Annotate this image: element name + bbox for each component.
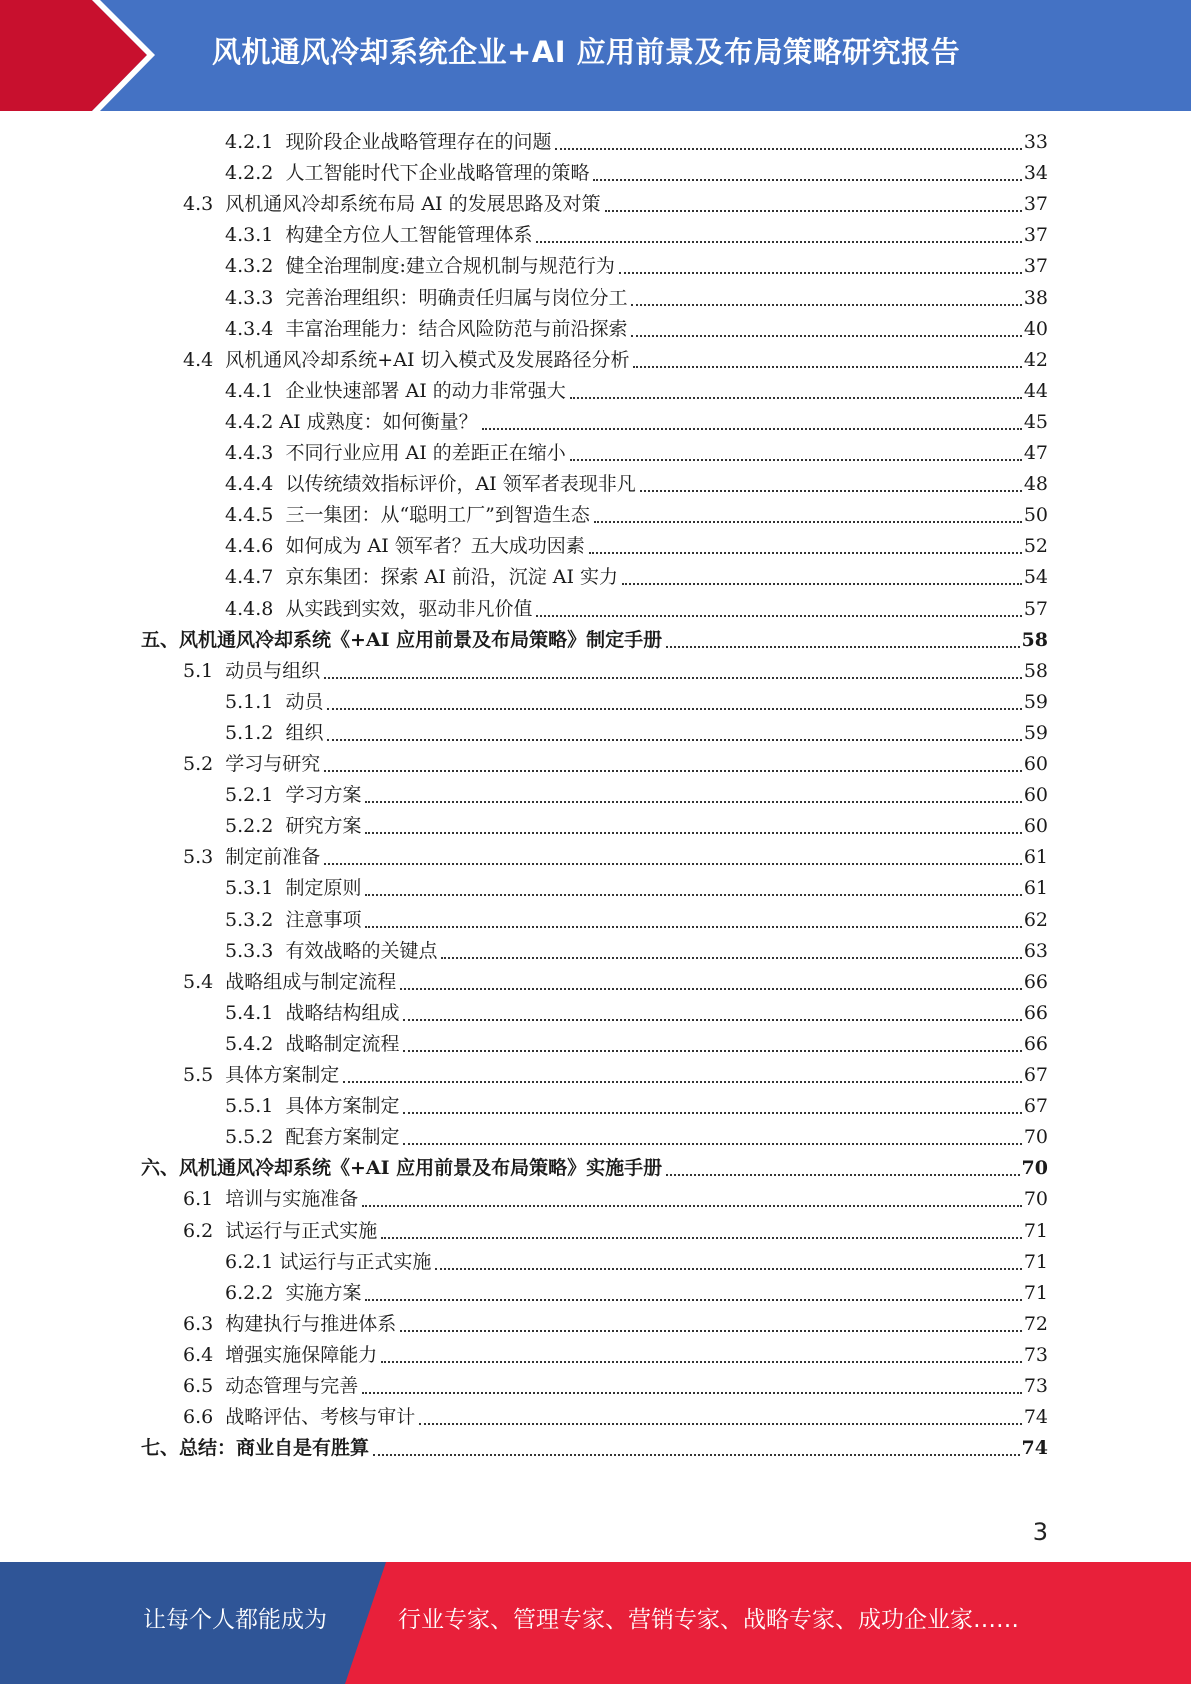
toc-dot-leader [619,272,1022,274]
toc-dot-leader [605,210,1022,212]
toc-entry[interactable] [225,439,1048,467]
toc-entry-page: 70 [1023,1126,1048,1149]
toc-entry[interactable] [141,626,1048,654]
toc-entry-title: 完善治理组织：明确责任归属与岗位分工 [285,286,628,309]
toc-entry-page: 74 [1021,1437,1048,1460]
toc-entry-page: 59 [1023,690,1048,713]
toc-entry-title: 具体方案制定 [285,1095,400,1118]
toc-entry[interactable] [225,1248,1048,1276]
toc-entry-page: 37 [1023,255,1048,278]
toc-entry-page: 74 [1023,1406,1048,1429]
toc-dot-leader [327,739,1021,741]
toc-entry[interactable] [183,968,1048,996]
toc-entry-title: 战略制定流程 [285,1032,400,1055]
toc-entry-number: 5.3.3 [225,939,286,962]
toc-dot-leader [570,459,1022,461]
toc-dot-leader [589,552,1022,554]
toc-dot-leader [482,428,1022,430]
toc-entry-title: 人工智能时代下企业战略管理的策略 [285,162,590,185]
toc-entry-page: 63 [1023,939,1048,962]
toc-entry-page: 34 [1023,162,1048,185]
toc-dot-leader [381,1361,1022,1363]
toc-entry-page: 71 [1023,1219,1048,1242]
toc-entry-number: 5.5.1 [225,1095,286,1118]
toc-entry-page: 67 [1023,1095,1048,1118]
toc-entry[interactable] [225,532,1048,560]
toc-entry-page: 57 [1023,597,1048,620]
page-number: 3 [1032,1518,1048,1546]
toc-entry-title: 丰富治理能力：结合风险防范与前沿探索 [285,317,628,340]
toc-entry-title: 培训与实施准备 [225,1188,359,1211]
toc-entry[interactable] [183,1310,1048,1338]
report-title: 风机通风冷却系统企业+AI 应用前景及布局策略研究报告 [212,35,961,69]
toc-dot-leader [570,397,1022,399]
toc-entry-title: 风机通风冷却系统+AI 切入模式及发展路径分析 [225,348,630,371]
toc-entry-number: 6.2 [183,1219,226,1242]
toc-entry-title: 注意事项 [285,908,362,931]
toc-entry-title: 风机通风冷却系统布局 AI 的发展思路及对策 [225,193,601,216]
toc-dot-leader [593,179,1021,181]
toc-entry-title: 制定前准备 [225,846,321,869]
toc-entry-title: 具体方案制定 [225,1064,340,1086]
toc-entry-title: 配套方案制定 [285,1126,400,1149]
toc-entry-title: 构建执行与推进体系 [225,1312,397,1335]
toc-entry[interactable] [183,843,1048,871]
toc-entry-page: 33 [1023,131,1048,153]
toc-entry-number: 4.4.3 [225,442,286,464]
toc-entry-title: 动员与组织 [225,659,321,682]
toc-entry-number: 5.3 [183,846,226,869]
toc-entry-title: 健全治理制度:建立合规机制与规范行为 [285,255,615,278]
toc-entry[interactable] [141,1434,1048,1462]
toc-entry[interactable] [225,595,1048,623]
toc-entry-page: 58 [1023,659,1048,682]
toc-entry-number: 4.2.2 [225,162,286,185]
toc-entry-number: 4.4.4 [225,473,286,496]
toc-entry-number: 5.4 [183,970,226,993]
toc-entry-number: 4.4.7 [225,566,286,589]
toc-entry-page: 62 [1023,908,1048,931]
toc-entry-number: 6.1 [183,1188,226,1211]
toc-dot-leader [400,1330,1022,1332]
toc-entry-page: 72 [1023,1312,1048,1335]
toc-entry-title: 增强实施保障能力 [225,1343,378,1366]
toc-dot-leader [419,1423,1022,1425]
toc-entry-title: 不同行业应用 AI 的差距正在缩小 [285,442,566,464]
toc-entry-number: 4.4.6 [225,535,286,558]
toc-entry[interactable] [225,501,1048,529]
toc-entry-number: 4.4.5 [225,504,286,527]
toc-entry-number: 4.4.1 [225,379,286,402]
toc-entry-page: 37 [1023,193,1048,216]
toc-entry-title: 战略组成与制定流程 [225,970,397,993]
toc-entry[interactable] [225,999,1048,1027]
toc-entry-title: 组织 [285,721,324,744]
toc-dot-leader [343,1081,1022,1083]
toc-entry[interactable] [225,1279,1048,1307]
toc-entry[interactable] [225,937,1048,965]
toc-dot-leader [403,1112,1021,1114]
toc-entry-number: 6.4 [183,1343,226,1366]
toc-entry-number: 5.1.1 [225,690,286,713]
toc-entry[interactable] [225,315,1048,343]
toc-dot-leader [594,521,1022,523]
toc-entry-number: 4.3.3 [225,286,286,309]
toc-entry-page: 66 [1023,1032,1048,1055]
toc-entry[interactable] [183,1217,1048,1245]
toc-entry-number: 4.2.1 [225,131,286,153]
toc-entry[interactable] [225,874,1048,902]
toc-entry-page: 60 [1023,753,1048,775]
toc-dot-leader [631,335,1021,337]
toc-dot-leader [640,490,1022,492]
toc-entry-number: 4.3.1 [225,224,286,247]
toc-entry-title: AI 成熟度：如何衡量？ [279,410,478,433]
toc-dot-leader [324,863,1022,865]
toc-entry-page: 50 [1023,504,1048,527]
toc-entry-title: 制定原则 [285,877,362,900]
footer-slogan-right: 行业专家、管理专家、营销专家、战略专家、成功企业家…… [398,1607,1019,1633]
toc-entry-title: 试运行与正式实施 [279,1250,432,1273]
toc-entry-page: 70 [1021,1157,1048,1180]
toc-entry[interactable] [183,1185,1048,1213]
toc-entry[interactable] [183,1372,1048,1400]
toc-entry[interactable] [183,1403,1048,1431]
toc-dot-leader [555,148,1021,150]
toc-entry-number: 六、 [141,1157,180,1180]
toc-entry[interactable] [183,190,1048,218]
toc-entry-number: 4.4.8 [225,597,286,620]
toc-entry[interactable] [225,781,1048,809]
toc-entry[interactable] [225,252,1048,280]
toc-entry-page: 52 [1023,535,1048,558]
toc-entry-title: 企业快速部署 AI 的动力非常强大 [285,379,566,402]
toc-entry[interactable] [225,688,1048,716]
toc-entry-page: 71 [1023,1250,1048,1273]
toc-entry-page: 54 [1023,566,1048,589]
toc-entry[interactable] [225,470,1048,498]
toc-entry[interactable] [225,906,1048,934]
toc-entry-number: 5.4.2 [225,1032,286,1055]
toc-entry-number: 6.5 [183,1375,226,1397]
toc-entry[interactable] [183,750,1048,778]
toc-dot-leader [365,894,1021,896]
toc-entry-number: 6.3 [183,1312,226,1335]
toc-entry[interactable] [183,346,1048,374]
toc-entry-title: 风机通风冷却系统《+AI 应用前景及布局策略》制定手册 [179,628,663,651]
toc-entry-number: 4.4 [183,348,226,371]
toc-entry-page: 70 [1023,1188,1048,1211]
toc-dot-leader [365,801,1021,803]
toc-entry[interactable] [225,1123,1048,1151]
toc-entry-page: 71 [1023,1281,1048,1304]
toc-entry-page: 47 [1023,442,1048,464]
toc-entry-number: 5.2 [183,753,226,775]
footer-slogan-left: 让每个人都能成为 [143,1607,327,1633]
toc-entry-title: 战略评估、考核与审计 [225,1406,416,1429]
toc-entry-title: 实施方案 [285,1281,362,1304]
toc-entry-page: 42 [1023,348,1048,371]
toc-entry-page: 58 [1021,628,1048,651]
toc-entry-number: 6.6 [183,1406,226,1429]
toc-entry-title: 从实践到实效，驱动非凡价值 [285,597,533,620]
toc-dot-leader [435,1268,1021,1270]
toc-dot-leader [622,583,1022,585]
toc-entry-number: 5.5.2 [225,1126,286,1149]
toc-entry-title: 风机通风冷却系统《+AI 应用前景及布局策略》实施手册 [179,1157,663,1180]
toc-entry-page: 67 [1023,1064,1048,1086]
toc-entry-page: 59 [1023,721,1048,744]
toc-dot-leader [327,708,1021,710]
toc-entry-title: 总结：商业自是有胜算 [179,1437,370,1460]
toc-entry[interactable] [225,284,1048,312]
toc-dot-leader [324,677,1022,679]
toc-dot-leader [536,615,1021,617]
toc-dot-leader [631,304,1021,306]
toc-dot-leader [403,1050,1021,1052]
toc-entry-number: 5.2.1 [225,784,286,807]
toc-entry-number: 5.1.2 [225,721,286,744]
toc-entry-number: 4.4.2 [225,410,280,433]
toc-entry-title: 现阶段企业战略管理存在的问题 [285,131,552,153]
toc-entry-page: 61 [1023,877,1048,900]
toc-entry-number: 5.5 [183,1064,226,1086]
toc-entry-number: 五、 [141,628,180,651]
toc-entry-title: 学习与研究 [225,753,321,775]
toc-entry-page: 38 [1023,286,1048,309]
toc-entry-number: 6.2.1 [225,1250,280,1273]
toc-entry[interactable] [225,563,1048,591]
toc-dot-leader [381,1237,1022,1239]
toc-dot-leader [362,1392,1022,1394]
toc-entry[interactable] [183,1341,1048,1369]
toc-dot-leader [666,646,1019,648]
toc-entry-page: 66 [1023,970,1048,993]
toc-dot-leader [362,1205,1022,1207]
toc-dot-leader [633,366,1021,368]
toc-entry-title: 战略结构组成 [285,1001,400,1024]
toc-entry-number: 4.3.2 [225,255,286,278]
toc-entry-number: 5.4.1 [225,1001,286,1024]
toc-entry-page: 61 [1023,846,1048,869]
toc-entry-page: 60 [1023,784,1048,807]
toc-dot-leader [403,1019,1021,1021]
header-arrow-decoration [0,0,160,111]
toc-entry-number: 5.3.2 [225,908,286,931]
toc-entry-title: 动员 [285,690,324,713]
toc-entry-page: 66 [1023,1001,1048,1024]
toc-dot-leader [373,1454,1020,1456]
toc-entry[interactable] [225,377,1048,405]
toc-entry[interactable] [141,1154,1048,1182]
toc-entry-page: 73 [1023,1375,1048,1397]
toc-dot-leader [400,988,1022,990]
toc-entry-number: 4.3 [183,193,226,216]
toc-entry-page: 73 [1023,1343,1048,1366]
toc-entry[interactable] [183,657,1048,685]
toc-entry[interactable] [225,719,1048,747]
toc-dot-leader [536,241,1021,243]
toc-dot-leader [365,832,1021,834]
toc-entry[interactable] [225,812,1048,840]
toc-entry[interactable] [183,1061,1048,1089]
toc-entry-number: 七、 [141,1437,180,1460]
toc-entry-title: 构建全方位人工智能管理体系 [285,224,533,247]
toc-dot-leader [403,1143,1021,1145]
toc-entry-title: 以传统绩效指标评价，AI 领军者表现非凡 [285,473,636,496]
toc-entry-title: 试运行与正式实施 [225,1219,378,1242]
toc-entry-page: 37 [1023,224,1048,247]
toc-entry-number: 5.3.1 [225,877,286,900]
toc-entry[interactable] [225,1092,1048,1120]
toc-entry-page: 40 [1023,317,1048,340]
toc-entry-number: 5.2.2 [225,815,286,838]
toc-entry-title: 三一集团：从“聪明工厂”到智造生态 [285,504,590,527]
toc-dot-leader [365,1299,1021,1301]
toc-entry[interactable] [225,221,1048,249]
toc-entry-title: 京东集团：探索 AI 前沿，沉淀 AI 实力 [285,566,619,589]
toc-entry-title: 动态管理与完善 [225,1375,359,1397]
header-red-arrow [0,0,147,111]
toc-dot-leader [365,926,1021,928]
toc-dot-leader [324,770,1022,772]
toc-entry-title: 研究方案 [285,815,362,838]
toc-entry-number: 6.2.2 [225,1281,286,1304]
toc-entry[interactable] [225,1030,1048,1058]
toc-entry-number: 5.1 [183,659,226,682]
toc-entry-page: 44 [1023,379,1048,402]
toc-dot-leader [441,957,1021,959]
toc-dot-leader [666,1174,1019,1176]
toc-entry-page: 45 [1023,410,1048,433]
toc-entry-title: 如何成为 AI 领军者？五大成功因素 [285,535,585,558]
toc-entry-page: 60 [1023,815,1048,838]
toc-entry-page: 48 [1023,473,1048,496]
toc-entry[interactable] [225,159,1048,187]
page-header [0,0,1191,111]
page-footer [0,1562,1191,1684]
toc-entry-number: 4.3.4 [225,317,286,340]
toc-entry-title: 有效战略的关键点 [285,939,438,962]
toc-entry[interactable] [225,408,1048,436]
toc-entry-title: 学习方案 [285,784,362,807]
toc-entry[interactable] [225,128,1048,156]
